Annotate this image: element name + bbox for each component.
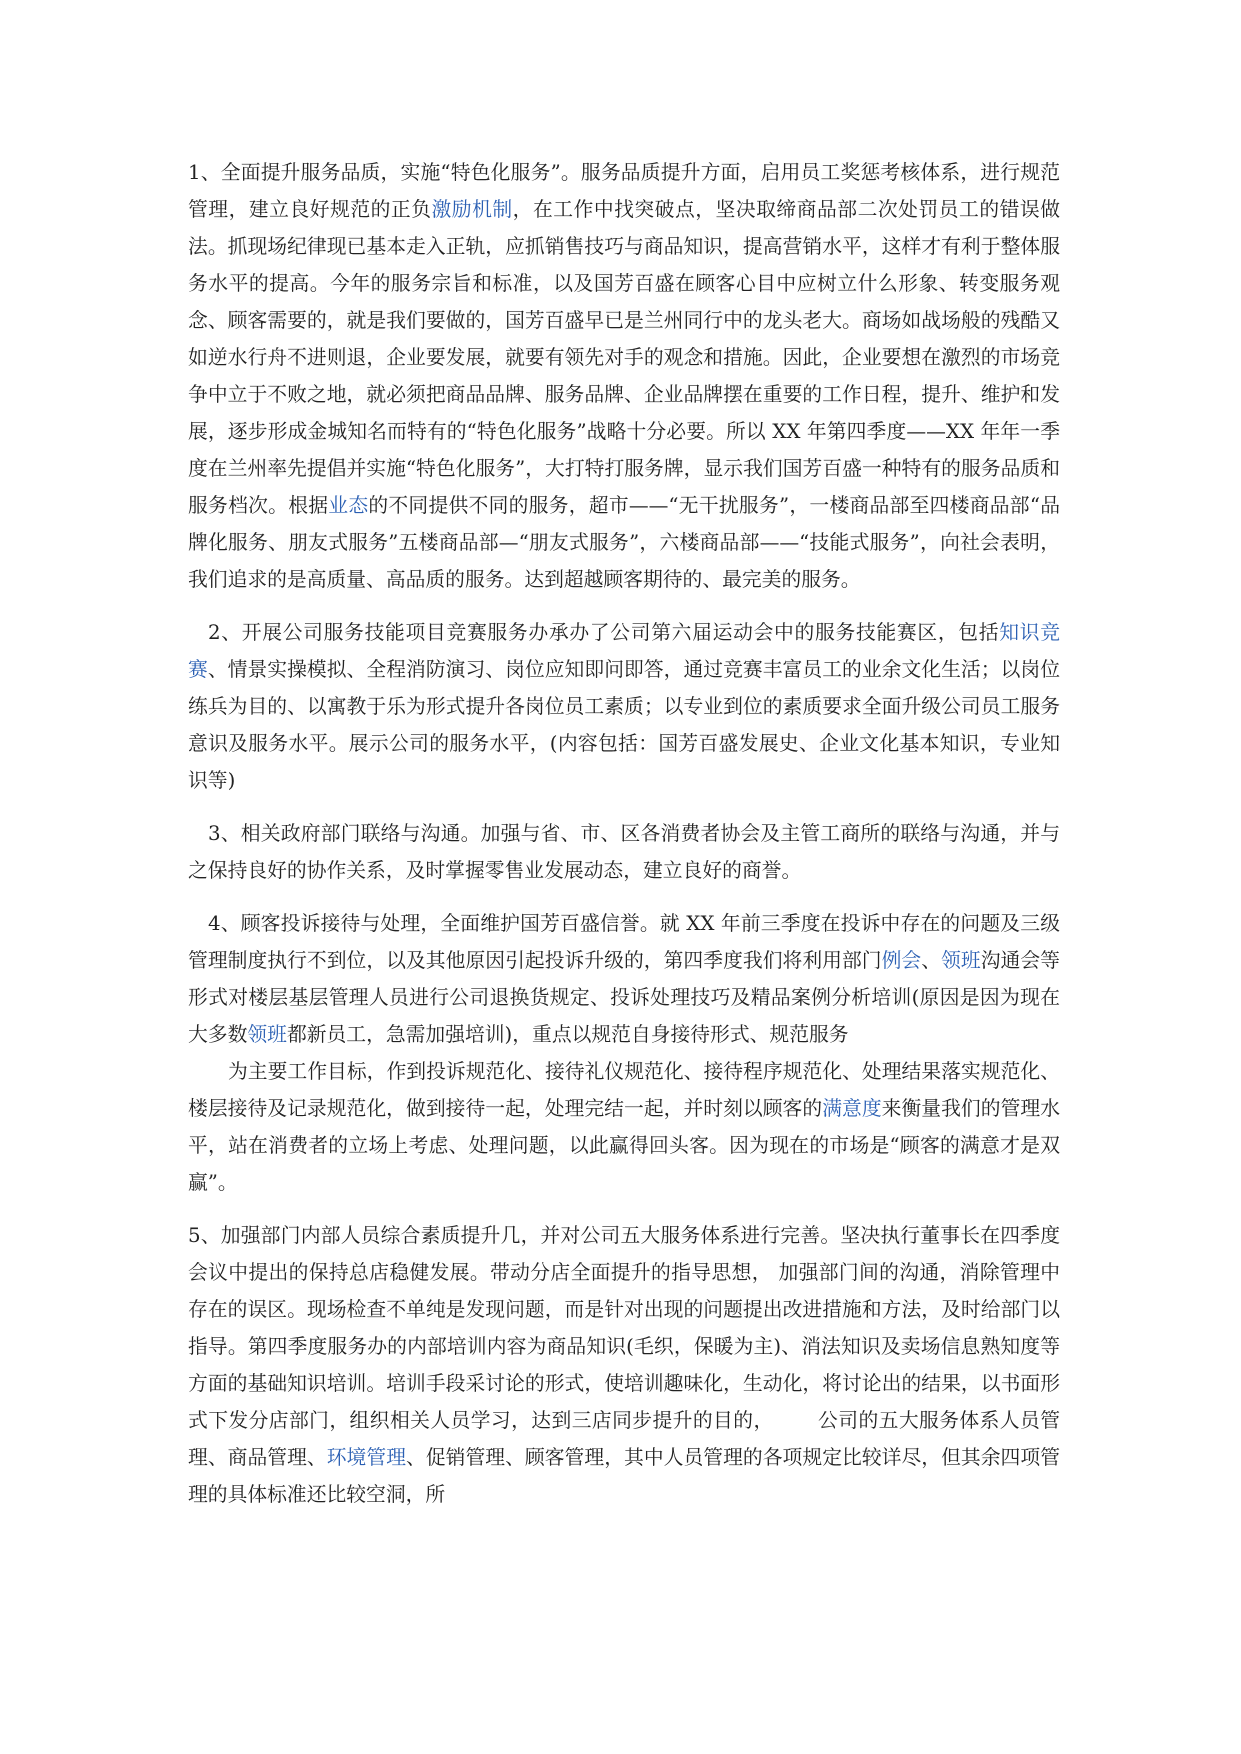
link-team-leader[interactable]: 领班	[941, 949, 981, 972]
paragraph-1-text-c: 的不同提供不同的服务，超市——“无干扰服务”，一楼商品部至四楼商品部“品牌化服务、朋友式服务”五楼商品部—“朋友式服务”，六楼商品部——“技能式服务”，向社会表明，我们追求的是高质量、高品质的服务。达到超越顾客期待的、最完美的服务。	[188, 494, 1060, 591]
paragraph-1-text-a: 1、全面提升服务品质，实施“特色化服务”。服务品质提升方面，启用员工奖惩考核体系，进行规范管理，建立良好规范的正负	[188, 161, 1060, 221]
link-knowledge-contest[interactable]: 知识竞赛	[188, 621, 1060, 681]
paragraph-4-continued-text-a: 为主要工作目标，作到投诉规范化、接待礼仪规范化、接待程序规范化、处理结果落实规范化、楼层接待及记录规范化，做到接待一起，处理完结一起，并时刻以顾客的	[188, 1060, 1060, 1120]
link-satisfaction[interactable]: 满意度	[822, 1097, 882, 1120]
paragraph-2-text-b: 、情景实操模拟、全程消防演习、岗位应知即问即答，通过竞赛丰富员工的业余文化生活；以岗位练兵为目的、以寓教于乐为形式提升各岗位员工素质；以专业到位的素质要求全面升级公司员工服务意识及服务水平。展示公司的服务水平，(内容包括：国芳百盛发展史、企业文化基本知识，专业知识等)	[188, 658, 1060, 792]
link-regular-meeting[interactable]: 例会	[881, 949, 922, 972]
paragraph-4-text-b: 、	[921, 949, 942, 972]
paragraph-4-text-d: 都新员工，急需加强培训)，重点以规范自身接待形式、规范服务	[286, 1023, 849, 1046]
paragraph-4-continued-text-b: 来衡量我们的管理水平，站在消费者的立场上考虑、处理问题，以此赢得回头客。因为现在的市场是“顾客的满意才是双赢”。	[188, 1097, 1060, 1194]
paragraph-4-continued	[188, 1053, 1060, 1201]
paragraph-3-text: 3、相关政府部门联络与沟通。加强与省、市、区各消费者协会及主管工商所的联络与沟通，并与之保持良好的协作关系，及时掌握零售业发展动态，建立良好的商誉。	[188, 822, 1060, 882]
paragraph-1	[188, 154, 1060, 598]
paragraph-3	[188, 815, 1060, 889]
document-body	[188, 154, 1060, 1513]
paragraph-4-text-a: 4、顾客投诉接待与处理，全面维护国芳百盛信誉。就 XX 年前三季度在投诉中存在的问题及三级管理制度执行不到位，以及其他原因引起投诉升级的，第四季度我们将利用部门	[188, 912, 1060, 972]
link-incentive-mechanism[interactable]: 激励机制	[431, 198, 513, 221]
link-environment-management[interactable]: 环境管理	[326, 1446, 407, 1469]
paragraph-2-text-a: 2、开展公司服务技能项目竞赛服务办承办了公司第六届运动会中的服务技能赛区，包括	[208, 621, 1000, 644]
paragraph-1-text-b: ，在工作中找突破点，坚决取缔商品部二次处罚员工的错误做法。抓现场纪律现已基本走入正轨，应抓销售技巧与商品知识，提高营销水平，这样才有利于整体服务水平的提高。今年的服务宗旨和标准，以及国芳百盛在顾客心目中应树立什么形象、转变服务观念、顾客需要的，就是我们要做的，国芳百盛早已是兰州同行中的龙头老大。商场如战场般的残酷又如逆水行舟不进则退，企业要发展，就要有领先对手的观念和措施。因此，企业要想在激烈的市场竞争中立于不败之地，就必须把商品品牌、服务品牌、企业品牌摆在重要的工作日程，提升、维护和发展，逐步形成金城知名而特有的“特色化服务”战略十分必要。所以 XX 年第四季度——XX 年年一季度在兰州率先提倡并实施“特色化服务”，大打特打服务牌，显示我们国芳百盛一种特有的服务品质和服务档次。根据	[188, 198, 1060, 517]
paragraph-5	[188, 1217, 1060, 1513]
paragraph-5-text-b: 公司的五大服务体系人员管理、商品管理、	[188, 1409, 1060, 1469]
paragraph-4-text-c: 沟通会等形式对楼层基层管理人员进行公司退换货规定、投诉处理技巧及精品案例分析培训(原因是因为现在大多数	[188, 949, 1060, 1046]
paragraph-5-text-c: 、促销管理、顾客管理，其中人员管理的各项规定比较详尽，但其余四项管理的具体标准还比较空洞，所	[188, 1446, 1060, 1506]
paragraph-5-text-a: 5、加强部门内部人员综合素质提升几，并对公司五大服务体系进行完善。坚决执行董事长在四季度会议中提出的保持总店稳健发展。带动分店全面提升的指导思想， 加强部门间的沟通，消除管理中存在的误区。现场检查不单纯是发现问题，而是针对出现的问题提出改进措施和方法，及时给部门以指导。第四季度服务办的内部培训内容为商品知识(毛织，保暖为主)、消法知识及卖场信息熟知度等方面的基础知识培训。培训手段采讨论的形式，使培训趣味化，生动化，将讨论出的结果，以书面形式下发分店部门，组织相关人员学习，达到三店同步提升的目的，	[188, 1224, 1060, 1432]
link-team-leader-2[interactable]: 领班	[247, 1023, 287, 1046]
link-business-format[interactable]: 业态	[328, 494, 369, 517]
paragraph-2	[188, 614, 1060, 799]
paragraph-4	[188, 905, 1060, 1053]
